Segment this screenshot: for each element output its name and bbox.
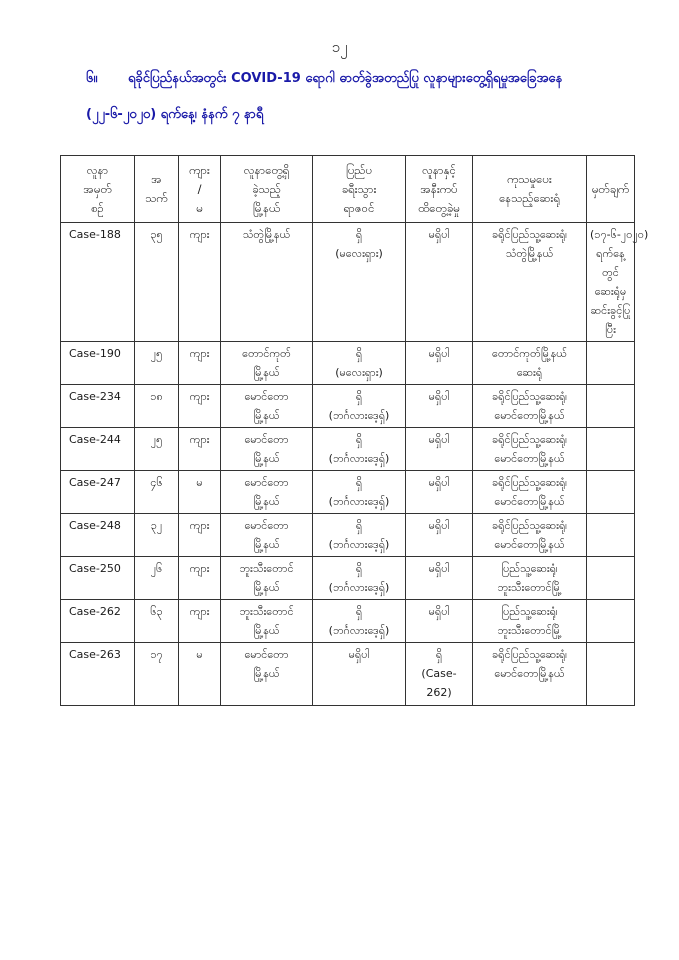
col-case-id-header-line: စဉ်: [91, 200, 104, 215]
travel-history-cell: [313, 428, 406, 471]
age-cell-line: ၃၂: [150, 519, 163, 532]
township-cell: [221, 223, 313, 342]
travel-history-cell-line: ရှိ: [355, 228, 363, 241]
table-row: [61, 557, 635, 600]
sex-cell-line: ကျား: [189, 433, 210, 446]
travel-history-cell: [313, 471, 406, 514]
col-township-header-line: လူနာတွေ့ရှိ: [243, 162, 290, 177]
col-case-id-header-line: အမှတ်: [83, 181, 112, 196]
travel-history-cell-line: (ဘင်္ဂလားဒေ့ရှ်): [328, 581, 390, 594]
township-cell-line: မောင်တော: [244, 433, 289, 446]
age-cell-line: ၃၅: [150, 228, 163, 241]
hospital-cell: [473, 471, 587, 514]
hospital-cell-line: ခရိုင်ပြည်သူ့ဆေးရုံ၊: [491, 228, 568, 241]
age-cell: [135, 600, 179, 643]
col-travel-history-header-line: ရာဇဝင်: [343, 200, 375, 215]
township-cell-line: မြို့နယ်: [253, 538, 280, 551]
hospital-cell-line: မောင်တောမြို့နယ်: [494, 452, 565, 465]
table-row: [61, 342, 635, 385]
township-cell-line: မောင်တော: [244, 390, 289, 403]
case-id-cell: [61, 342, 135, 385]
hospital-cell: [473, 223, 587, 342]
case-id-cell: [61, 223, 135, 342]
remark-cell: [587, 385, 635, 428]
age-cell: [135, 471, 179, 514]
remark-cell: [587, 514, 635, 557]
travel-history-cell-line: ရှိ: [355, 390, 363, 403]
contact-cell-line: ရှိ: [435, 648, 443, 661]
travel-history-cell-line: (မလေးရှား): [335, 366, 383, 379]
age-cell-line: ၂၅: [150, 347, 163, 360]
case-id-cell-line: Case-190: [69, 347, 121, 360]
case-id-cell-line: Case-263: [69, 648, 121, 661]
township-cell: [221, 643, 313, 706]
township-cell-line: မြို့နယ်: [253, 366, 280, 379]
township-cell-line: မြို့နယ်: [253, 495, 280, 508]
col-hospital-header-line: ကုသမှုပေး: [507, 172, 552, 186]
contact-cell: [406, 428, 473, 471]
col-township-header-line: ခဲ့သည့်: [252, 181, 281, 196]
hospital-cell-line: ဆေးရုံ: [516, 366, 543, 379]
contact-cell-line: မရှိပါ: [428, 433, 450, 446]
case-id-cell-line: Case-262: [69, 605, 121, 618]
travel-history-cell-line: ရှိ: [355, 562, 363, 575]
hospital-cell: [473, 643, 587, 706]
contact-cell-line: (Case-: [421, 667, 457, 680]
sex-cell-line: ကျား: [189, 390, 210, 403]
table-body: [61, 223, 649, 706]
remark-cell: [587, 223, 649, 342]
col-sex-header-line: /: [197, 181, 202, 196]
sex-cell: [179, 557, 221, 600]
col-age-header-line: သက်: [145, 191, 168, 205]
col-travel-history-header: [313, 156, 406, 223]
travel-history-cell-line: ရှိ: [355, 519, 363, 532]
contact-cell-line: မရှိပါ: [428, 605, 450, 618]
case-id-cell-line: Case-234: [69, 390, 121, 403]
travel-history-cell-line: (ဘင်္ဂလားဒေ့ရှ်): [328, 495, 390, 508]
travel-history-cell: [313, 643, 406, 706]
travel-history-cell: [313, 342, 406, 385]
township-cell: [221, 514, 313, 557]
hospital-cell-line: ခရိုင်ပြည်သူ့ဆေးရုံ၊: [491, 390, 568, 403]
hospital-cell: [473, 514, 587, 557]
contact-cell-line: မရှိပါ: [428, 519, 450, 532]
remark-cell-line: ဆေးရုံမှ: [594, 285, 627, 298]
age-cell-line: ၁၈: [150, 390, 163, 403]
contact-cell: [406, 385, 473, 428]
age-cell: [135, 385, 179, 428]
case-id-cell: [61, 557, 135, 600]
case-id-cell: [61, 514, 135, 557]
travel-history-cell: [313, 385, 406, 428]
hospital-cell-line: မောင်တောမြို့နယ်: [494, 495, 565, 508]
table-row: [61, 428, 635, 471]
table-row: [61, 223, 635, 342]
report-date: (၂၂-၆-၂၀၂၀) ရက်နေ့၊ နံနက် ၇ နာရီ: [86, 107, 264, 122]
hospital-cell: [473, 557, 587, 600]
township-cell: [221, 557, 313, 600]
age-cell: [135, 223, 179, 342]
case-id-cell-line: Case-247: [69, 476, 121, 489]
col-township-header: [221, 156, 313, 223]
age-cell: [135, 428, 179, 471]
travel-history-cell-line: (ဘင်္ဂလားဒေ့ရှ်): [328, 538, 390, 551]
contact-cell: [406, 600, 473, 643]
travel-history-cell-line: ရှိ: [355, 433, 363, 446]
hospital-cell-line: မောင်တောမြို့နယ်: [494, 538, 565, 551]
remark-cell: [587, 471, 635, 514]
hospital-cell-line: ခရိုင်ပြည်သူ့ဆေးရုံ၊: [491, 476, 568, 489]
township-cell-line: တောင်ကုတ်: [242, 347, 291, 360]
remark-cell-line: ဆင်းခွင့်ပြုပြီး: [590, 304, 631, 336]
travel-history-cell: [313, 600, 406, 643]
travel-history-cell-line: ရှိ: [355, 476, 363, 489]
township-cell-line: ဘူးသီးတောင်: [239, 605, 294, 618]
contact-cell: [406, 342, 473, 385]
col-contact-header-line: လူနာနှင့်: [422, 162, 456, 177]
col-travel-history-header-line: ပြည်ပ: [345, 162, 373, 177]
age-cell-line: ၂၅: [150, 433, 163, 446]
contact-cell: [406, 557, 473, 600]
age-cell: [135, 643, 179, 706]
sex-cell: [179, 223, 221, 342]
township-cell-line: မြို့နယ်: [253, 581, 280, 594]
remark-cell: [587, 342, 635, 385]
hospital-cell-line: ပြည်သူ့ဆေးရုံ၊: [501, 605, 558, 618]
sex-cell: [179, 643, 221, 706]
sex-cell-line: မ: [196, 476, 203, 489]
township-cell-line: သံတွဲမြို့နယ်: [242, 228, 291, 241]
section-number: ၆။: [86, 71, 98, 86]
contact-cell-line: မရှိပါ: [428, 562, 450, 575]
age-cell: [135, 342, 179, 385]
township-cell-line: မောင်တော: [244, 519, 289, 532]
col-remark-header-line: မှတ်ချက်: [591, 181, 630, 196]
contact-cell-line: မရှိပါ: [428, 476, 450, 489]
travel-history-cell: [313, 557, 406, 600]
sex-cell-line: မ: [196, 648, 203, 661]
contact-cell: [406, 514, 473, 557]
case-id-cell: [61, 643, 135, 706]
col-case-id-header-line: လူနာ: [86, 162, 109, 177]
col-remark-header: [587, 156, 635, 223]
age-cell-line: ၁၇: [150, 648, 163, 661]
township-cell-line: မောင်တော: [244, 476, 289, 489]
table-row: [61, 600, 635, 643]
hospital-cell-line: မောင်တောမြို့နယ်: [494, 667, 565, 680]
hospital-cell-line: ဘူးသီးတောင်မြို့: [497, 581, 562, 594]
age-cell-line: ၄၆: [150, 476, 163, 489]
case-id-cell-line: Case-244: [69, 433, 121, 446]
table-row: [61, 643, 635, 706]
hospital-cell-line: မောင်တောမြို့နယ်: [494, 409, 565, 422]
hospital-cell-line: ခရိုင်ပြည်သူ့ဆေးရုံ၊: [491, 648, 568, 661]
col-case-id-header: [61, 156, 135, 223]
township-cell: [221, 471, 313, 514]
travel-history-cell-line: (ဘင်္ဂလားဒေ့ရှ်): [328, 409, 390, 422]
case-id-cell-line: Case-250: [69, 562, 121, 575]
col-contact-header-line: ထိတွေ့ခဲ့မှု: [418, 200, 460, 215]
col-travel-history-header-line: ခရီးသွား: [341, 181, 377, 196]
sex-cell: [179, 428, 221, 471]
sex-cell-line: ကျား: [189, 347, 210, 360]
remark-cell: [587, 600, 635, 643]
travel-history-cell-line: မရှိပါ: [348, 648, 370, 661]
age-cell: [135, 557, 179, 600]
township-cell: [221, 600, 313, 643]
sex-cell-line: ကျား: [189, 519, 210, 532]
col-sex-header: [179, 156, 221, 223]
page-number: ၁၂: [331, 38, 348, 56]
col-hospital-header: [473, 156, 587, 223]
township-cell: [221, 342, 313, 385]
col-township-header-line: မြို့နယ်: [252, 200, 281, 215]
title-line-1: ရခိုင်ပြည်နယ်အတွင်း COVID-19 ရောဂါ ဓာတ်ခွဲအတည်ပြု လူနာများတွေ့ရှိရမှုအခြေအနေ: [128, 71, 563, 86]
sex-cell: [179, 600, 221, 643]
col-age-header-line: အ: [151, 172, 162, 186]
travel-history-cell-line: (ဘင်္ဂလားဒေ့ရှ်): [328, 624, 390, 637]
sex-cell-line: ကျား: [189, 228, 210, 241]
township-cell-line: မောင်တော: [244, 648, 289, 661]
remark-cell: [587, 428, 635, 471]
travel-history-cell-line: (မလေးရှား): [335, 247, 383, 260]
col-contact-header: [406, 156, 473, 223]
township-cell-line: မြို့နယ်: [253, 624, 280, 637]
sex-cell: [179, 385, 221, 428]
case-id-cell: [61, 428, 135, 471]
hospital-cell: [473, 342, 587, 385]
contact-cell: [406, 223, 473, 342]
age-cell-line: ၂၆: [150, 562, 163, 575]
case-id-cell-line: Case-188: [69, 228, 121, 241]
age-cell: [135, 514, 179, 557]
table-row: [61, 514, 635, 557]
travel-history-cell: [313, 514, 406, 557]
remark-cell-line: ရက်နေ့တွင်: [596, 247, 625, 279]
travel-history-cell-line: ရှိ: [355, 347, 363, 360]
col-age-header: [135, 156, 179, 223]
case-id-cell: [61, 471, 135, 514]
covid-cases-table: [60, 155, 649, 706]
col-sex-header-line: မ: [196, 200, 203, 215]
sex-cell-line: ကျား: [189, 562, 210, 575]
hospital-cell: [473, 600, 587, 643]
age-cell-line: ၆၃: [150, 605, 163, 618]
sex-cell: [179, 342, 221, 385]
township-cell: [221, 428, 313, 471]
hospital-cell-line: ခရိုင်ပြည်သူ့ဆေးရုံ၊: [491, 433, 568, 446]
contact-cell-line: မရှိပါ: [428, 228, 450, 241]
travel-history-cell-line: ရှိ: [355, 605, 363, 618]
township-cell: [221, 385, 313, 428]
case-id-cell-line: Case-248: [69, 519, 121, 532]
contact-cell-line: မရှိပါ: [428, 347, 450, 360]
case-id-cell: [61, 385, 135, 428]
travel-history-cell: [313, 223, 406, 342]
township-cell-line: မြို့နယ်: [253, 409, 280, 422]
case-id-cell: [61, 600, 135, 643]
hospital-cell-line: တောင်ကုတ်မြို့နယ်: [492, 347, 567, 360]
hospital-cell: [473, 385, 587, 428]
contact-cell-line: 262): [426, 686, 452, 699]
remark-cell-line: (၁၇-၆-၂၀၂၀): [590, 228, 649, 241]
hospital-cell-line: ပြည်သူ့ဆေးရုံ၊: [501, 562, 558, 575]
report-title: [86, 70, 646, 89]
contact-cell-line: မရှိပါ: [428, 390, 450, 403]
remark-cell: [587, 557, 635, 600]
col-hospital-header-line: နေသည့်ဆေးရုံ: [499, 191, 560, 205]
contact-cell: [406, 471, 473, 514]
sex-cell: [179, 514, 221, 557]
township-cell-line: ဘူးသီးတောင်: [239, 562, 294, 575]
hospital-cell-line: သံတွဲမြို့နယ်: [505, 247, 554, 260]
hospital-cell: [473, 428, 587, 471]
table-row: [61, 471, 635, 514]
hospital-cell-line: ခရိုင်ပြည်သူ့ဆေးရုံ၊: [491, 519, 568, 532]
travel-history-cell-line: (ဘင်္ဂလားဒေ့ရှ်): [328, 452, 390, 465]
remark-cell: [587, 643, 635, 706]
col-sex-header-line: ကျား: [189, 162, 210, 177]
hospital-cell-line: ဘူးသီးတောင်မြို့: [497, 624, 562, 637]
table-header-row: [61, 156, 635, 223]
table-row: [61, 385, 635, 428]
sex-cell-line: ကျား: [189, 605, 210, 618]
sex-cell: [179, 471, 221, 514]
contact-cell: [406, 643, 473, 706]
col-contact-header-line: အနီးကပ်: [420, 181, 458, 196]
township-cell-line: မြို့နယ်: [253, 452, 280, 465]
township-cell-line: မြို့နယ်: [253, 667, 280, 680]
